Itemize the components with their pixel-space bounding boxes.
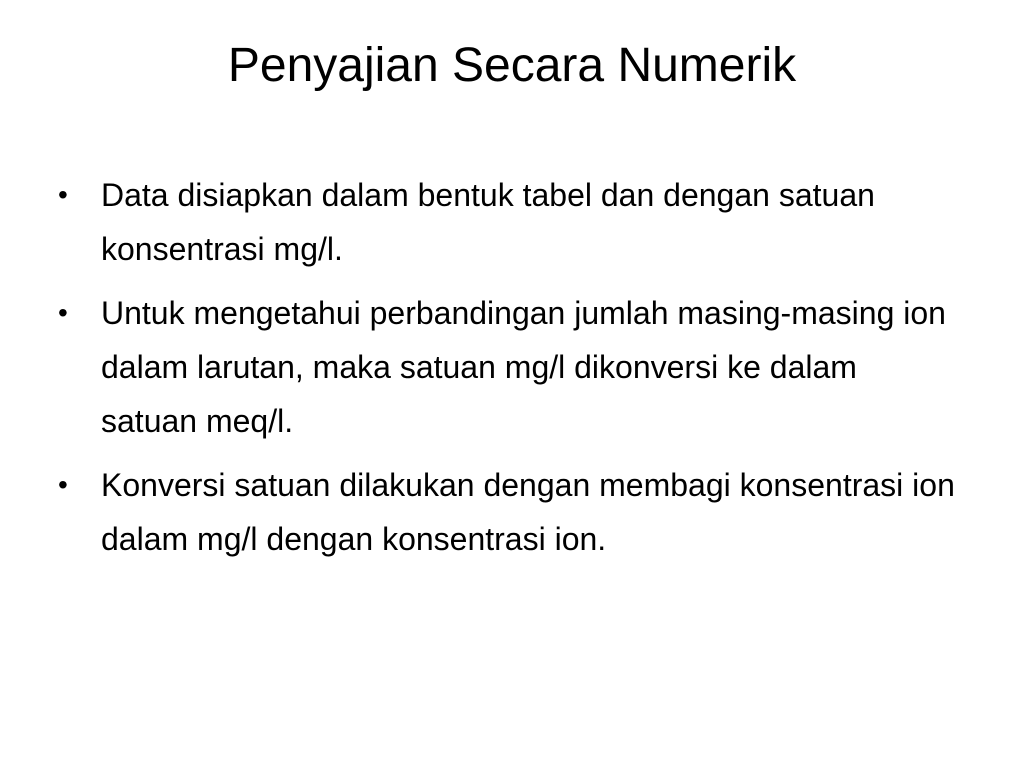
bullet-item xyxy=(56,286,956,448)
bullet-item xyxy=(56,168,956,276)
bullet-dot-icon: • xyxy=(58,179,68,210)
bullet-text: Untuk mengetahui perbandingan jumlah masing-masing ion dalam larutan, maka satuan mg/l dikonversi ke dalam satuan meq/l. xyxy=(101,295,946,439)
bullet-item xyxy=(56,458,956,566)
bullet-text: Konversi satuan dilakukan dengan membagi konsentrasi ion dalam mg/l dengan konsentrasi ion. xyxy=(101,467,955,557)
slide-title: Penyajian Secara Numerik xyxy=(227,39,797,92)
bullet-text: Data disiapkan dalam bentuk tabel dan dengan satuan konsentrasi mg/l. xyxy=(101,177,875,267)
bullet-dot-icon: • xyxy=(58,469,68,500)
bullet-list xyxy=(56,168,956,576)
bullet-dot-icon: • xyxy=(58,297,68,328)
